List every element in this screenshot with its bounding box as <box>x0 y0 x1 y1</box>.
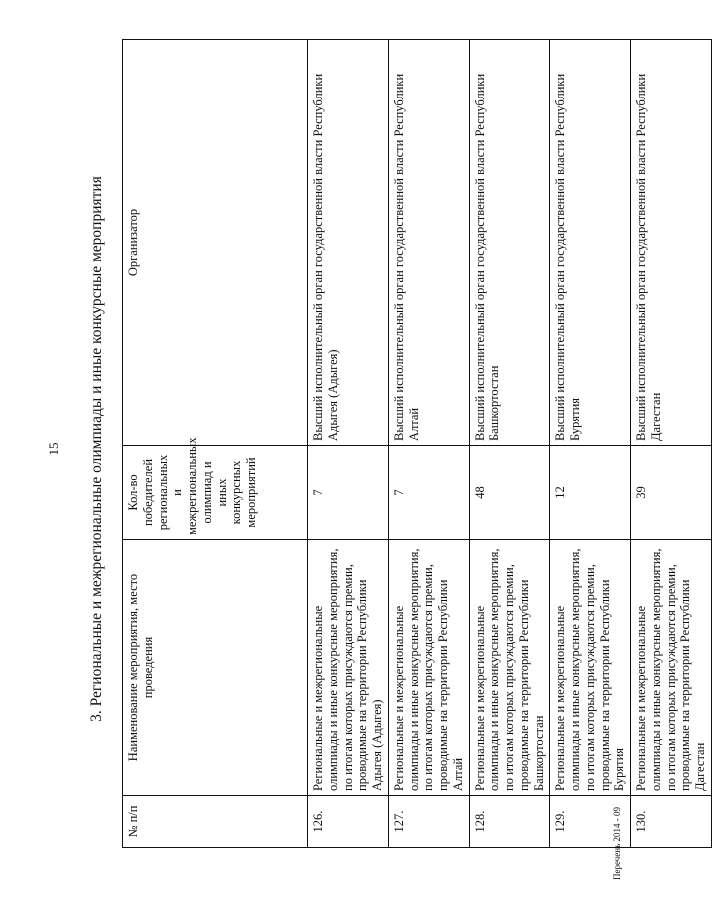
row-num: 129. <box>550 796 631 848</box>
row-name: Региональные и межрегиональные олимпиады и иные конкурсные мероприятия, по итогам которых присуждаются премии, проводимые на территории Республики Алтай <box>388 540 469 796</box>
table-row <box>631 40 712 848</box>
table-row <box>388 40 469 848</box>
row-name: Региональные и межрегиональные олимпиады и иные конкурсные мероприятия, по итогам которых присуждаются премии, проводимые на территории Республики Башкортостан <box>469 540 550 796</box>
row-organizer: Высший исполнительный орган государственной власти Республики Башкортостан <box>469 40 550 446</box>
row-count: 7 <box>308 446 389 540</box>
row-organizer: Высший исполнительный орган государственной власти Республики Дагестан <box>631 40 712 446</box>
header-organizer: Организатор <box>123 40 308 446</box>
row-num: 128. <box>469 796 550 848</box>
row-count: 39 <box>631 446 712 540</box>
page-number: 15 <box>46 442 61 456</box>
row-name: Региональные и межрегиональные олимпиады и иные конкурсные мероприятия, по итогам которых присуждаются премии, проводимые на территории Республики Бурятия <box>550 540 631 796</box>
row-count: 48 <box>469 446 550 540</box>
row-count: 7 <box>388 446 469 540</box>
section-title: 3. Региональные и межрегиональные олимпиады и иные конкурсные мероприятия <box>88 176 105 722</box>
header-name: Наименование мероприятия, место проведения <box>123 540 308 796</box>
events-table <box>122 39 712 848</box>
row-num: 127. <box>388 796 469 848</box>
row-organizer: Высший исполнительный орган государственной власти Республики Бурятия <box>550 40 631 446</box>
row-name: Региональные и межрегиональные олимпиады и иные конкурсные мероприятия, по итогам которых присуждаются премии, проводимые на территории Республики Адыгея (Адыгея) <box>308 540 389 796</box>
header-count: Кол-во победителей региональных и межрегиональных олимпиад и иных конкурсных мероприятий <box>123 446 308 540</box>
table-row <box>308 40 389 848</box>
footer-note: Перечень 2014 - 09 <box>612 807 622 880</box>
row-count: 12 <box>550 446 631 540</box>
table-row <box>469 40 550 848</box>
header-num: № п/п <box>123 796 308 848</box>
document-page <box>40 14 707 884</box>
table-header-row <box>123 40 308 848</box>
row-num: 126. <box>308 796 389 848</box>
row-num: 130. <box>631 796 712 848</box>
table-row <box>550 40 631 848</box>
row-name: Региональные и межрегиональные олимпиады и иные конкурсные мероприятия, по итогам которых присуждаются премии, проводимые на территории Республики Дагестан <box>631 540 712 796</box>
row-organizer: Высший исполнительный орган государственной власти Республики Адыгея (Адыгея) <box>308 40 389 446</box>
row-organizer: Высший исполнительный орган государственной власти Республики Алтай <box>388 40 469 446</box>
